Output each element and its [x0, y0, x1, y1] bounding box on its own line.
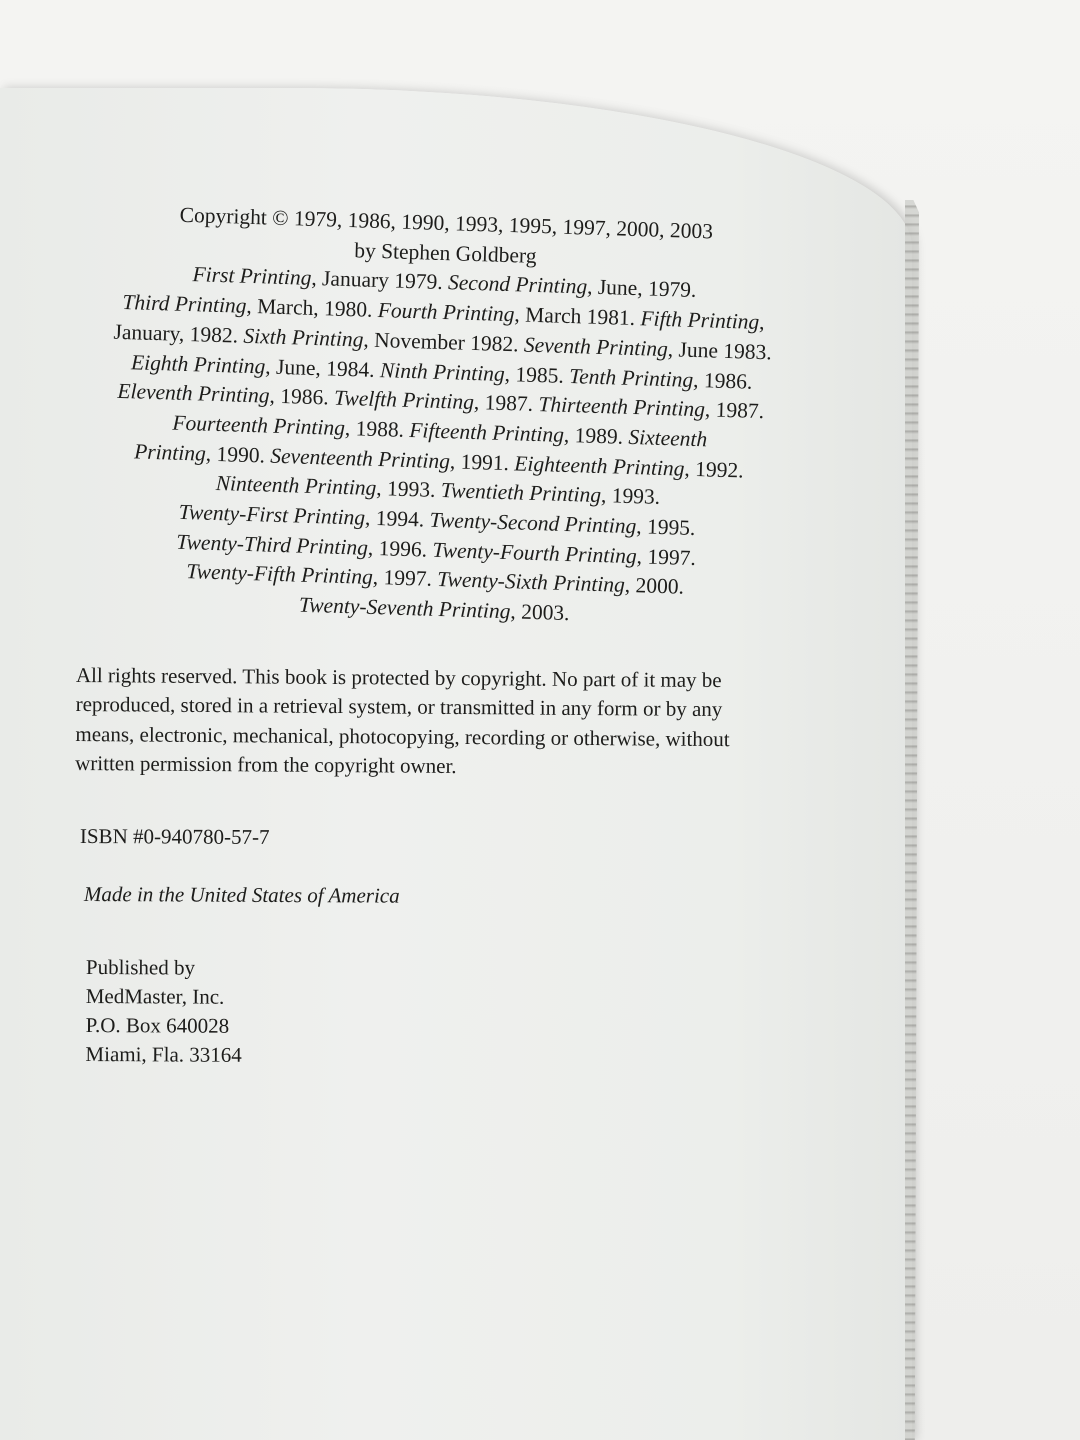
- printing-label: Eighth Printing: [130, 349, 266, 378]
- printing-date: , 1991.: [449, 448, 515, 475]
- printing-label: Fifth Printing: [640, 306, 760, 335]
- country-of-manufacture: Made in the United States of America: [83, 882, 400, 908]
- printing-date: , 1993.: [376, 476, 442, 503]
- printing-date: , 2000.: [624, 573, 685, 600]
- printing-date: , 1992.: [684, 456, 744, 483]
- rights-line: All rights reserved. This book is protected by copyright. No part of it may be: [75, 662, 722, 693]
- rights-line: reproduced, stored in a retrieval system, or transmitted in any form or by any: [75, 692, 723, 722]
- isbn: ISBN #0-940780-57-7: [79, 824, 270, 849]
- printing-date: , November 1982.: [363, 327, 525, 357]
- rights-line: written permission from the copyright owner.: [75, 751, 457, 779]
- printing-label: Printing: [133, 439, 207, 466]
- printing-history: [49, 256, 830, 636]
- printing-label: Sixteenth: [628, 424, 708, 452]
- copyright-line: Copyright © 1979, 1986, 1990, 1993, 1995, 1997, 2000, 2003: [179, 202, 714, 244]
- printing-label: First Printing: [192, 262, 312, 291]
- printing-date: , 1986.: [269, 383, 335, 410]
- printing-date: , March, 1980.: [246, 293, 379, 323]
- copyright-block: [49, 197, 832, 637]
- printing-date: , 2003.: [510, 599, 570, 626]
- printing-label: Tenth Printing: [568, 363, 694, 392]
- printing-label: Eleventh Printing: [117, 379, 270, 408]
- printing-date: , June, 1979.: [586, 274, 697, 303]
- printing-label: Second Printing: [447, 270, 588, 299]
- printing-label: Twenty-Third Printing: [175, 529, 369, 560]
- printing-label: Fifteenth Printing: [409, 417, 565, 447]
- publisher-line: MedMaster, Inc.: [85, 983, 225, 1009]
- printing-date: , 1997.: [372, 565, 438, 592]
- publisher-line: P.O. Box 640028: [85, 1012, 230, 1038]
- publisher-line: Miami, Fla. 33164: [85, 1041, 242, 1067]
- rights-line: means, electronic, mechanical, photocopying, recording or otherwise, without: [75, 721, 730, 751]
- printing-label: Seventh Printing: [523, 332, 669, 361]
- printing-date: , 1989.: [563, 422, 629, 449]
- printing-date: , January 1979.: [311, 266, 449, 295]
- printing-date: January, 1982.: [113, 319, 244, 348]
- rights-notice: [75, 661, 836, 785]
- printing-date: , 1994.: [364, 505, 430, 532]
- publisher-address: [85, 953, 242, 1070]
- printing-label: Twenty-Second Printing: [429, 507, 637, 539]
- printing-date: , June 1983.: [667, 336, 773, 365]
- printing-label: Eighteenth Printing: [514, 450, 685, 481]
- printing-label: Ninteenth Printing: [215, 471, 377, 501]
- printing-label: Sixth Printing: [243, 323, 364, 352]
- printing-label: Twenty-Sixth Printing: [436, 567, 626, 598]
- printing-label: Twenty-Fourth Printing: [432, 537, 638, 568]
- printing-label: Thirteenth Printing: [538, 392, 706, 422]
- printing-date: , 1985.: [504, 361, 570, 388]
- printing-label: Twentieth Printing: [440, 478, 602, 508]
- printing-date: , March 1981.: [514, 302, 641, 331]
- printing-label: Twenty-Fifth Printing: [185, 559, 374, 590]
- printing-label: Third Printing: [122, 290, 247, 318]
- printing-date: , 1988.: [344, 415, 410, 442]
- printing-label: Twelfth Printing: [333, 385, 475, 415]
- printing-date: , 1993.: [600, 483, 661, 510]
- printing-date: , 1995.: [635, 514, 696, 541]
- printing-date: , June, 1984.: [265, 353, 381, 382]
- printing-label: Twenty-Seventh Printing: [298, 592, 511, 624]
- publisher-line: Published by: [85, 955, 196, 980]
- printing-label: Twenty-First Printing: [178, 499, 366, 530]
- printing-label: Seventeenth Printing: [269, 443, 451, 473]
- copyright-holder: by Stephen Goldberg: [353, 237, 537, 268]
- printing-date: , 1990.: [205, 441, 271, 468]
- printing-date: , 1987.: [473, 390, 539, 417]
- printing-date: , 1996.: [367, 535, 433, 562]
- printing-date: , 1986.: [692, 367, 753, 394]
- printing-label: Fourth Printing: [377, 298, 515, 327]
- printing-date: ,: [758, 310, 766, 335]
- printing-date: , 1987.: [704, 397, 765, 424]
- printing-label: Fourteenth Printing: [172, 410, 346, 440]
- printing-date: , 1997.: [636, 543, 697, 570]
- printing-label: Ninth Printing: [379, 357, 506, 386]
